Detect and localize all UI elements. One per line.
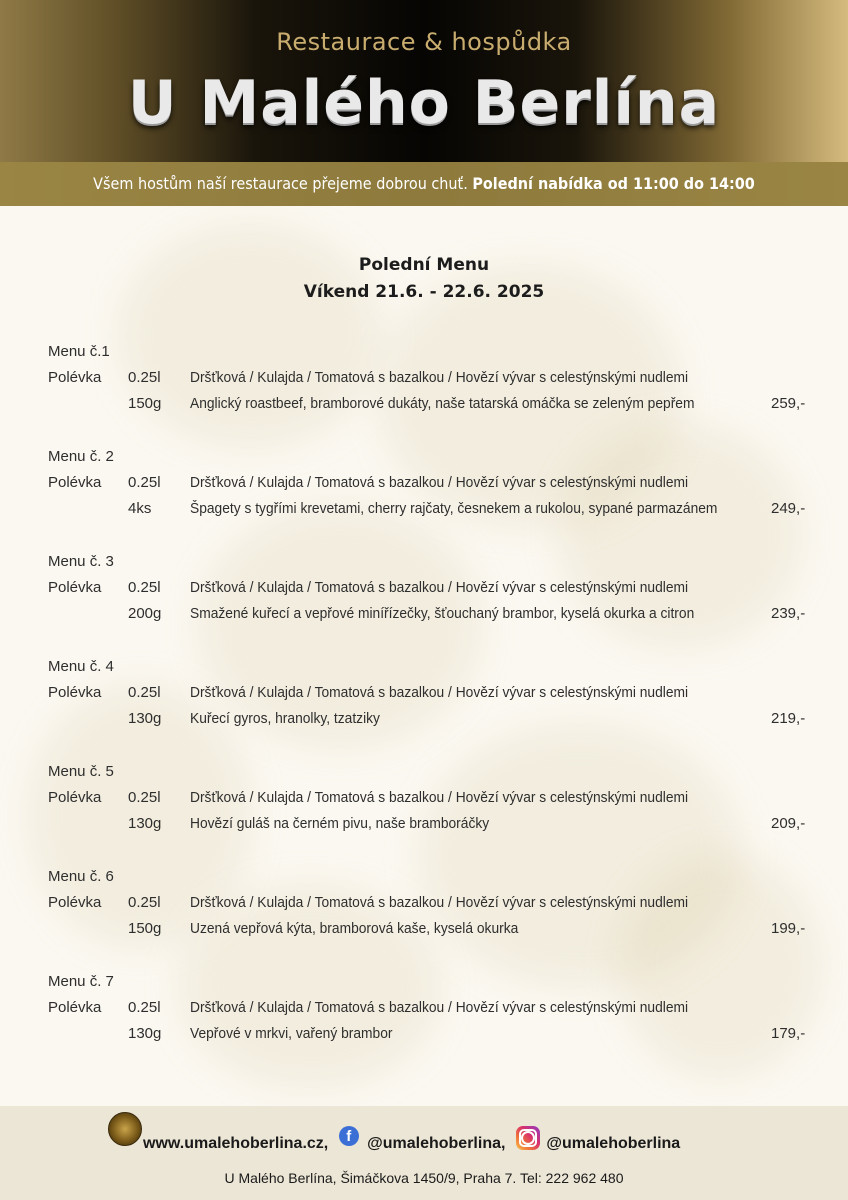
menu-item (48, 973, 818, 1078)
facebook-handle[interactable]: @umalehoberlina, (367, 1135, 506, 1152)
soup-options: Dršťková / Kulajda / Tomatová s bazalkou / Hovězí vývar s celestýnskými nudlemi (190, 684, 689, 701)
soup-amount: 0.25l (128, 789, 161, 806)
main-amount: 130g (128, 815, 162, 832)
menu-item (48, 553, 818, 658)
menu-name-row (48, 868, 818, 894)
soup-row (48, 684, 818, 710)
soup-row (48, 579, 818, 605)
price: 239,- (771, 605, 806, 622)
main-course-row (48, 500, 818, 526)
menu-name: Menu č.1 (48, 343, 110, 360)
footer (0, 1106, 848, 1200)
main-course-row (48, 395, 818, 421)
main-course: Špagety s tygřími krevetami, cherry rajčaty, česnekem a rukolou, sypané parmazánem (190, 500, 718, 517)
soup-label: Polévka (48, 999, 102, 1016)
menu-heading: Polední Menu (358, 255, 490, 275)
menu-item (48, 658, 818, 763)
menu-name-row (48, 973, 818, 999)
soup-label: Polévka (48, 474, 102, 491)
price: 209,- (771, 815, 806, 832)
soup-label: Polévka (48, 684, 102, 701)
menu-name-row (48, 343, 818, 369)
banner-lunch-hours: Polední nabídka od 11:00 do 14:00 (472, 174, 755, 193)
price: 259,- (771, 395, 806, 412)
banner-greeting: Všem hostům naší restaurace přejeme dobrou chuť. (93, 174, 468, 193)
soup-amount: 0.25l (128, 999, 161, 1016)
footer-contacts (143, 1128, 681, 1156)
soup-options: Dršťková / Kulajda / Tomatová s bazalkou / Hovězí vývar s celestýnskými nudlemi (190, 579, 689, 596)
price: 219,- (771, 710, 806, 727)
menu-name: Menu č. 6 (48, 868, 114, 885)
soup-row (48, 369, 818, 395)
menu-item (48, 448, 818, 553)
menu-date-range: Víkend 21.6. - 22.6. 2025 (303, 282, 545, 302)
menu-name-row (48, 553, 818, 579)
restaurant-logo-icon (108, 1112, 142, 1146)
main-amount: 150g (128, 395, 162, 412)
restaurant-subtitle: Restaurace & hospůdka (276, 28, 572, 56)
menu-title (0, 252, 848, 306)
restaurant-name: U Malého Berlína (127, 68, 721, 138)
main-course: Kuřecí gyros, hranolky, tzatziky (190, 710, 380, 727)
price: 249,- (771, 500, 806, 517)
main-course: Uzená vepřová kýta, bramborová kaše, kyselá okurka (190, 920, 519, 937)
menu-item (48, 343, 818, 448)
main-course-row (48, 605, 818, 631)
soup-options: Dršťková / Kulajda / Tomatová s bazalkou / Hovězí vývar s celestýnskými nudlemi (190, 369, 689, 386)
soup-label: Polévka (48, 894, 102, 911)
instagram-handle[interactable]: @umalehoberlina (546, 1135, 681, 1152)
soup-options: Dršťková / Kulajda / Tomatová s bazalkou / Hovězí vývar s celestýnskými nudlemi (190, 474, 689, 491)
menu-name-row (48, 763, 818, 789)
menu-name: Menu č. 4 (48, 658, 114, 675)
main-amount: 200g (128, 605, 162, 622)
menu-list (48, 343, 818, 1078)
facebook-icon[interactable]: f (339, 1126, 359, 1146)
soup-options: Dršťková / Kulajda / Tomatová s bazalkou / Hovězí vývar s celestýnskými nudlemi (190, 789, 689, 806)
soup-row (48, 474, 818, 500)
website-link[interactable]: www.umalehoberlina.cz, (143, 1135, 329, 1152)
soup-options: Dršťková / Kulajda / Tomatová s bazalkou / Hovězí vývar s celestýnskými nudlemi (190, 999, 689, 1016)
main-course-row (48, 815, 818, 841)
welcome-banner (0, 162, 848, 206)
menu-name: Menu č. 5 (48, 763, 114, 780)
price: 179,- (771, 1025, 806, 1042)
price: 199,- (771, 920, 806, 937)
main-amount: 150g (128, 920, 162, 937)
main-course-row (48, 920, 818, 946)
main-course: Smažené kuřecí a vepřové minířízečky, šťouchaný brambor, kyselá okurka a citron (190, 605, 695, 622)
main-course-row (48, 1025, 818, 1051)
soup-options: Dršťková / Kulajda / Tomatová s bazalkou / Hovězí vývar s celestýnskými nudlemi (190, 894, 689, 911)
main-amount: 130g (128, 710, 162, 727)
main-course: Hovězí guláš na černém pivu, naše bramboráčky (190, 815, 490, 832)
soup-row (48, 999, 818, 1025)
soup-amount: 0.25l (128, 474, 161, 491)
main-amount: 4ks (128, 500, 152, 517)
menu-name: Menu č. 2 (48, 448, 114, 465)
footer-address: U Malého Berlína, Šimáčkova 1450/9, Praha 7. Tel: 222 962 480 (224, 1170, 624, 1186)
menu-item (48, 868, 818, 973)
instagram-icon[interactable] (516, 1126, 540, 1150)
main-course: Vepřové v mrkvi, vařený brambor (190, 1025, 393, 1042)
soup-row (48, 789, 818, 815)
soup-label: Polévka (48, 369, 102, 386)
main-amount: 130g (128, 1025, 162, 1042)
menu-name: Menu č. 3 (48, 553, 114, 570)
menu-name-row (48, 658, 818, 684)
soup-amount: 0.25l (128, 684, 161, 701)
soup-amount: 0.25l (128, 579, 161, 596)
menu-name-row (48, 448, 818, 474)
banner-text (0, 174, 848, 193)
menu-item (48, 763, 818, 868)
soup-label: Polévka (48, 579, 102, 596)
main-course-row (48, 710, 818, 736)
header (0, 0, 848, 162)
soup-amount: 0.25l (128, 369, 161, 386)
soup-amount: 0.25l (128, 894, 161, 911)
main-course: Anglický roastbeef, bramborové dukáty, naše tatarská omáčka se zeleným pepřem (190, 395, 695, 412)
soup-label: Polévka (48, 789, 102, 806)
soup-row (48, 894, 818, 920)
menu-name: Menu č. 7 (48, 973, 114, 990)
